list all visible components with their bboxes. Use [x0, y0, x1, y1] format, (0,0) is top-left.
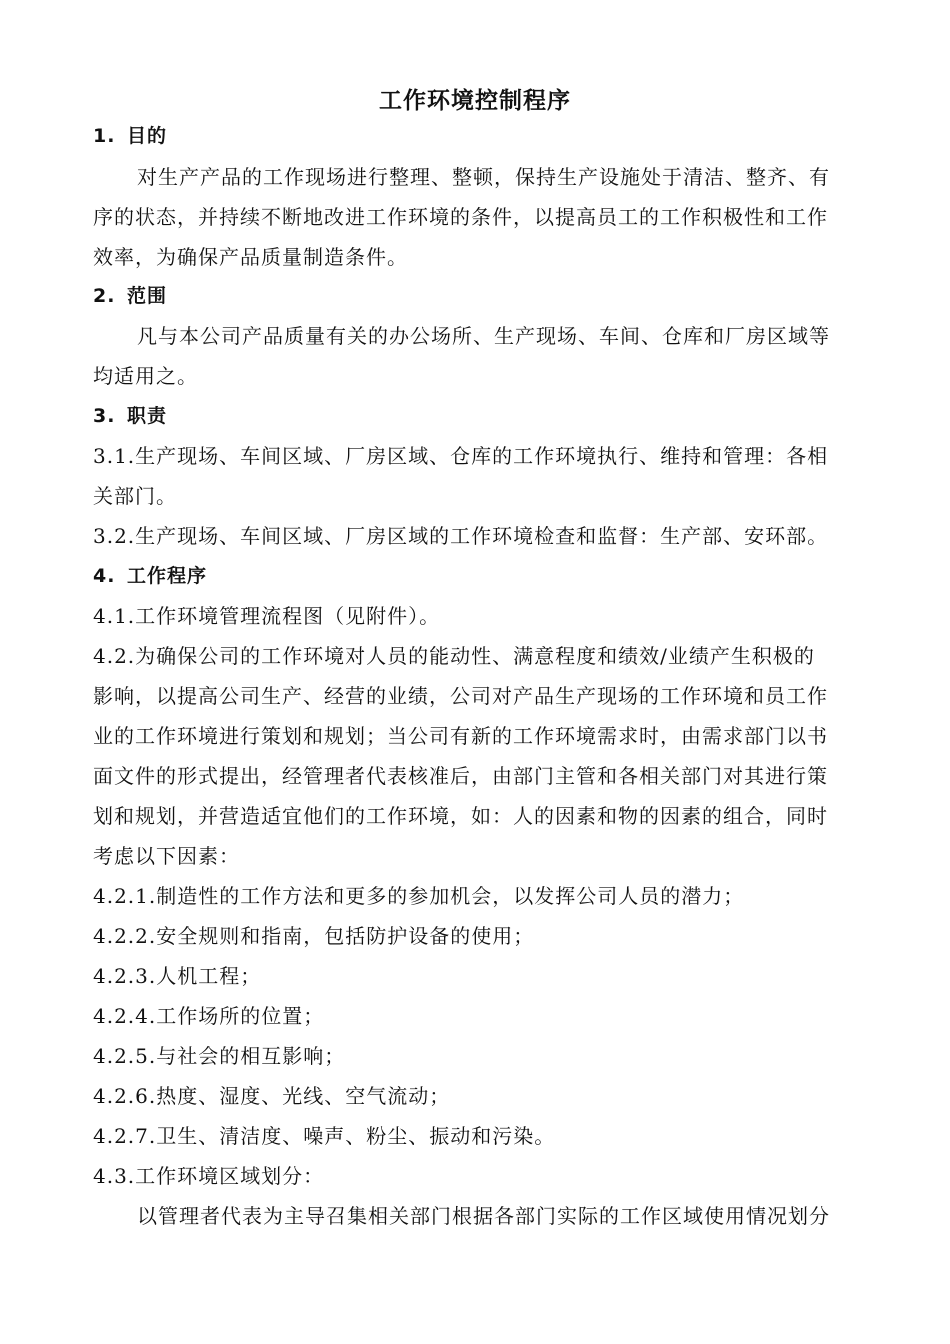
list-item: 4.2.7.卫生、清洁度、噪声、粉尘、振动和污染。 [93, 1124, 556, 1148]
paragraph-line: 3.1.生产现场、车间区域、厂房区域、仓库的工作环境执行、维持和管理：各相 [93, 444, 829, 468]
paragraph-line: 影响，以提高公司生产、经营的业绩，公司对产品生产现场的工作环境和员工作 [93, 684, 828, 708]
paragraph-line: 4.3.工作环境区域划分： [93, 1164, 325, 1188]
paragraph-line: 3.2.生产现场、车间区域、厂房区域的工作环境检查和监督：生产部、安环部。 [93, 524, 829, 548]
paragraph-line: 业的工作环境进行策划和规划；当公司有新的工作环境需求时，由需求部门以书 [93, 724, 828, 748]
section-heading-responsibilities [93, 402, 167, 430]
paragraph-line: 效率，为确保产品质量制造条件。 [93, 245, 408, 269]
list-item: 4.2.5.与社会的相互影响； [93, 1044, 346, 1068]
list-item: 4.2.2.安全规则和指南，包括防护设备的使用； [93, 924, 535, 948]
section-heading-scope [93, 282, 167, 310]
paragraph-line: 4.2.为确保公司的工作环境对人员的能动性、满意程度和绩效/业绩产生积极的 [93, 644, 815, 668]
paragraph-line: 关部门。 [93, 484, 177, 508]
section-title: 职责 [127, 405, 168, 427]
paragraph-line: 4.1.工作环境管理流程图（见附件）。 [93, 604, 441, 628]
section-number: 2. [93, 285, 116, 307]
section-title: 范围 [127, 285, 168, 307]
section-number: 1. [93, 125, 116, 147]
document-title: 工作环境控制程序 [379, 88, 571, 114]
section-title: 工作程序 [127, 565, 208, 587]
list-item: 4.2.6.热度、湿度、光线、空气流动； [93, 1084, 451, 1108]
section-number: 4. [93, 565, 116, 587]
paragraph-line: 序的状态，并持续不断地改进工作环境的条件，以提高员工的工作积极性和工作 [93, 205, 828, 229]
section-heading-procedure [93, 562, 207, 590]
section-title: 目的 [127, 125, 168, 147]
section-number: 3. [93, 405, 116, 427]
list-item: 4.2.1.制造性的工作方法和更多的参加机会，以发挥公司人员的潜力； [93, 884, 745, 908]
paragraph-line: 考虑以下因素： [93, 844, 240, 868]
paragraph-line: 凡与本公司产品质量有关的办公场所、生产现场、车间、仓库和厂房区域等 [137, 324, 830, 348]
list-item: 4.2.3.人机工程； [93, 964, 262, 988]
paragraph-line: 对生产产品的工作现场进行整理、整顿，保持生产设施处于清洁、整齐、有 [137, 165, 830, 189]
paragraph-line: 均适用之。 [93, 364, 198, 388]
paragraph-line: 以管理者代表为主导召集相关部门根据各部门实际的工作区域使用情况划分 [137, 1204, 830, 1228]
section-heading-purpose [93, 122, 167, 150]
paragraph-line: 面文件的形式提出，经管理者代表核准后，由部门主管和各相关部门对其进行策 [93, 764, 828, 788]
list-item: 4.2.4.工作场所的位置； [93, 1004, 325, 1028]
paragraph-line: 划和规划，并营造适宜他们的工作环境，如：人的因素和物的因素的组合，同时 [93, 804, 828, 828]
